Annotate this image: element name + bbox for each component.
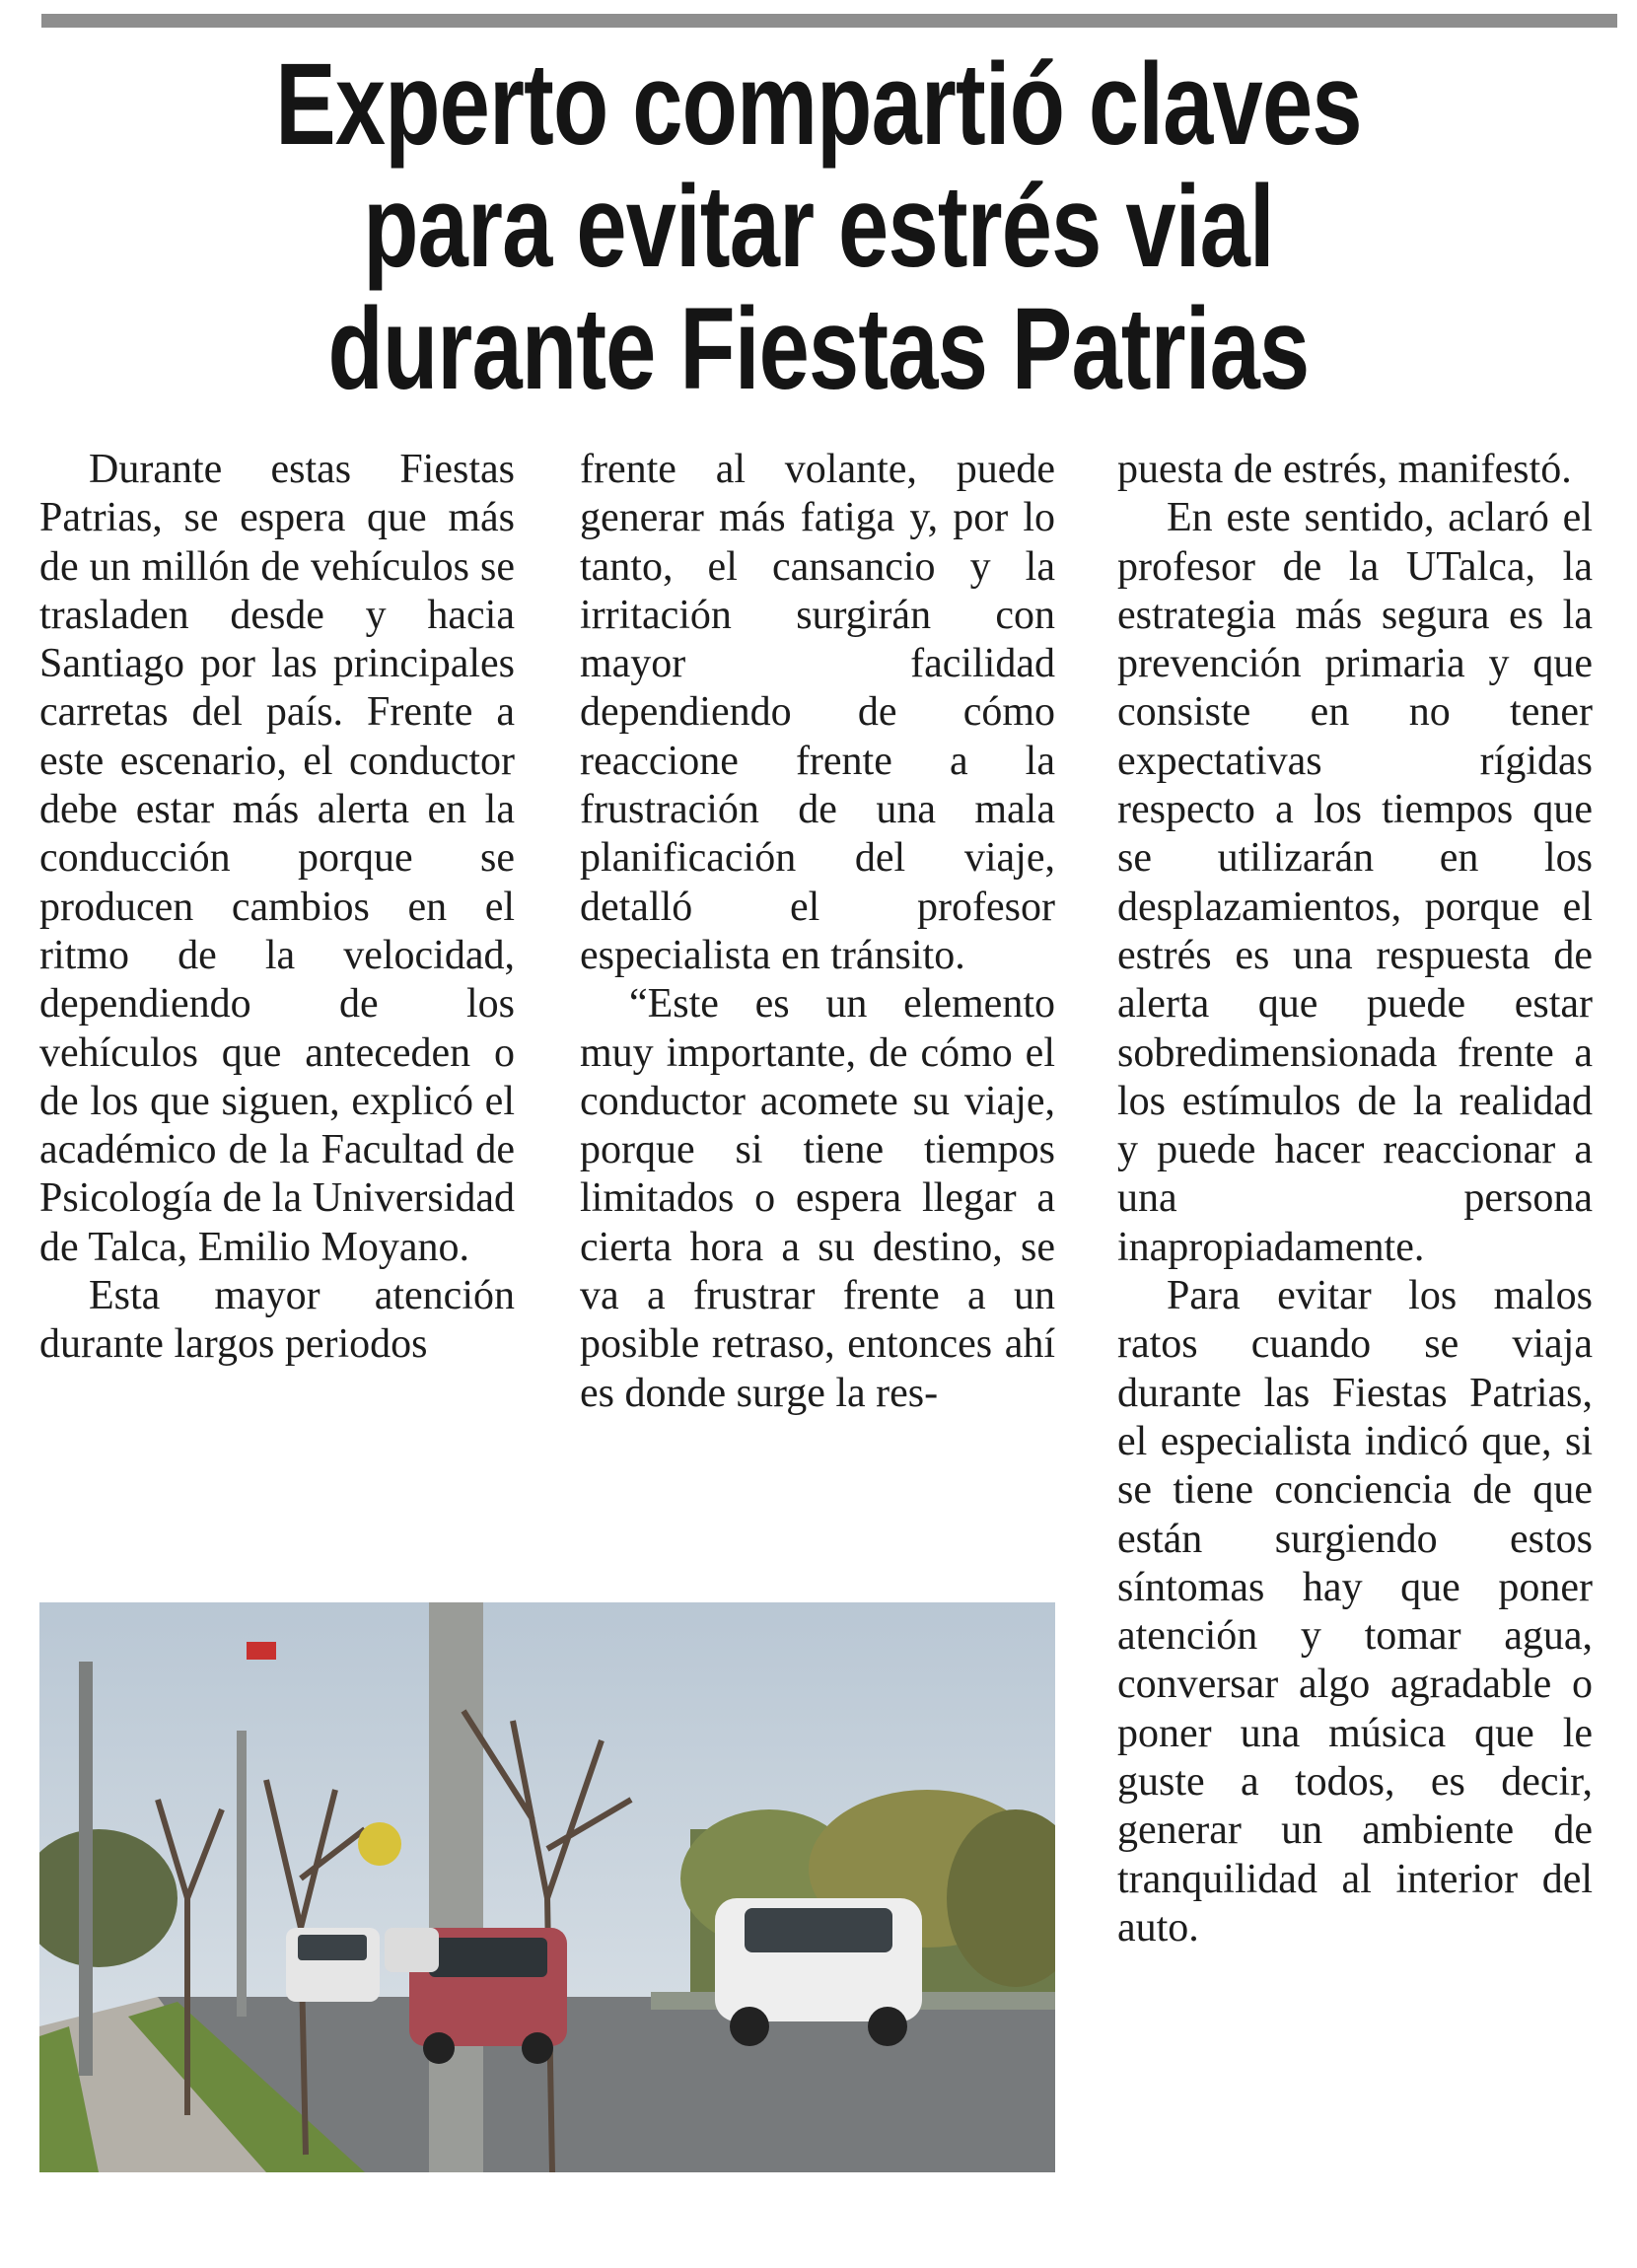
street-traffic-photo [39, 1602, 1055, 2172]
article-column-1 [39, 446, 515, 1370]
article-column-2 [580, 446, 1055, 1418]
paragraph: Para evitar los malos ratos cuando se viaja durante las Fiestas Patrias, el especialista indicó que, si se tiene conciencia de que están surgiendo estos síntomas hay que poner atención y tomar agua, conversar algo agradable o poner una música que le guste a todos, es decir, generar un ambiente de tranquilidad al interior del auto. [1117, 1273, 1593, 1950]
paragraph: frente al volante, puede generar más fatiga y, por lo tanto, el cansancio y la irritación surgirán con mayor facilidad dependiendo de cómo reaccione frente a la frustración de una mala planificación del viaje, detalló el profesor especialista en tránsito. [580, 447, 1055, 978]
top-rule [41, 14, 1617, 28]
headline-line-2: para evitar estrés vial [363, 162, 1274, 292]
paragraph: Durante estas Fiestas Patrias, se espera que más de un millón de vehículos se trasladen desde y hacia Santiago por las principales carretas del país. Frente a este escenario, el conductor debe estar más alerta en la conducción porque se producen cambios en el ritmo de la velocidad, dependiendo de los vehículos que anteceden o de los que siguen, explicó el académico de la Facultad de Psicología de la Universidad de Talca, Emilio Moyano. [39, 447, 515, 1270]
paragraph: En este sentido, aclaró el profesor de la UTalca, la estrategia más segura es la prevención primaria y que consiste en no tener expectativas rígidas respecto a los tiempos que se utilizarán en los desplazamientos, porque el estrés es una respuesta de alerta que puede estar sobredimensionada frente a los estímulos de la realidad y puede hacer reaccionar a una persona inapropiadamente. [1117, 495, 1593, 1270]
headline [180, 39, 1458, 414]
paragraph: “Este es un elemento muy importante, de cómo el conductor acomete su viaje, porque si tiene tiempos limitados o espera llegar a cierta hora a su destino, se va a frustrar frente a un posible retraso, entonces ahí es donde surge la res- [580, 981, 1055, 1416]
paragraph: Esta mayor atención durante largos periodos [39, 1273, 515, 1368]
headline-line-3: durante Fiestas Patrias [327, 284, 1310, 414]
headline-line-1: Experto compartió claves [275, 39, 1362, 170]
article-column-3 [1117, 446, 1593, 1952]
paragraph: puesta de estrés, manifestó. [1117, 447, 1572, 492]
